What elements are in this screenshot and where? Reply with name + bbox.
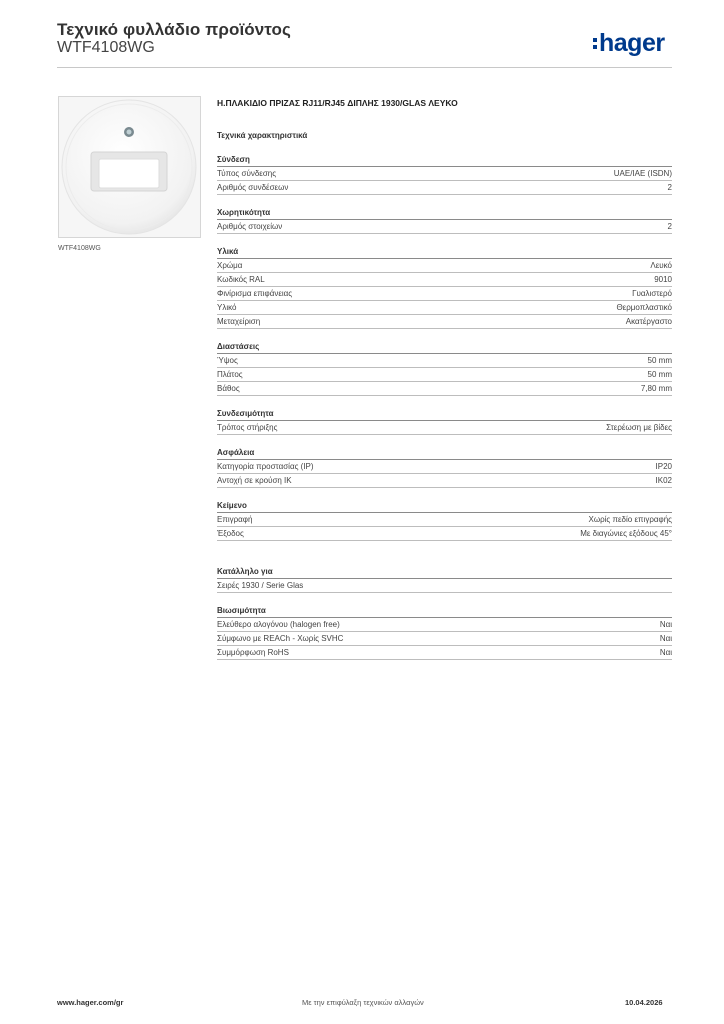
spec-section [217, 206, 672, 234]
spec-value: Ναι [659, 634, 672, 643]
product-name: Η.ΠΛΑΚΙΔΙΟ ΠΡΙΖΑΣ RJ11/RJ45 ΔΙΠΛΗΣ 1930/GLAS ΛΕΥΚΟ [217, 98, 458, 108]
spec-label: Αριθμός συνδέσεων [217, 183, 289, 192]
footer-website[interactable]: www.hager.com/gr [57, 998, 124, 1007]
spec-value: UAE/IAE (ISDN) [613, 169, 672, 178]
spec-value: IP20 [655, 462, 672, 471]
spec-label: Βάθος [217, 384, 240, 393]
tech-heading: Τεχνικά χαρακτηριστικά [217, 131, 308, 140]
spec-value: Γυαλιστερό [632, 289, 672, 298]
spec-label: Τύπος σύνδεσης [217, 169, 277, 178]
section-title: Συνδεσιμότητα [217, 407, 672, 421]
image-caption: WTF4108WG [58, 245, 101, 252]
spec-label: Μεταχείριση [217, 317, 261, 326]
spec-value: Ακατέργαστο [625, 317, 672, 326]
spec-row [217, 460, 672, 474]
spec-row [217, 181, 672, 195]
spec-value: IK02 [655, 476, 672, 485]
spec-value: 50 mm [647, 356, 672, 365]
spec-row [217, 618, 672, 632]
spec-label: Φινίρισμα επιφάνειας [217, 289, 293, 298]
spec-row [217, 167, 672, 181]
section-title: Χωρητικότητα [217, 206, 672, 220]
product-code: WTF4108WG [57, 39, 155, 56]
spec-row [217, 287, 672, 301]
spec-label: Κατηγορία προστασίας (IP) [217, 462, 314, 471]
spec-row [217, 354, 672, 368]
spec-value: Θερμοπλαστικό [616, 303, 672, 312]
spec-label: Ύψος [217, 356, 238, 365]
spec-row [217, 315, 672, 329]
spec-value: 9010 [654, 275, 672, 284]
section-title: Κείμενο [217, 499, 672, 513]
footer-notice: Με την επιφύλαξη τεχνικών αλλαγών [302, 998, 424, 1007]
spec-section [217, 499, 672, 541]
spec-label: Κωδικός RAL [217, 275, 265, 284]
spec-label: Πλάτος [217, 370, 243, 379]
spec-label: Ελεύθερο αλογόνου (halogen free) [217, 620, 340, 629]
spec-section [217, 565, 672, 593]
hager-logo [593, 30, 665, 56]
spec-row [217, 513, 672, 527]
spec-section [217, 407, 672, 435]
spec-label: Επιγραφή [217, 515, 253, 524]
spec-row [217, 368, 672, 382]
spec-value: 2 [667, 183, 672, 192]
spec-row [217, 382, 672, 396]
header-divider [57, 67, 672, 68]
section-title: Κατάλληλο για [217, 565, 672, 579]
spec-section [217, 446, 672, 488]
spec-label: Υλικό [217, 303, 237, 312]
product-image [58, 96, 201, 238]
spec-value: 2 [667, 222, 672, 231]
spec-label: Αντοχή σε κρούση IK [217, 476, 292, 485]
spec-value: 50 mm [647, 370, 672, 379]
spec-content [217, 96, 672, 660]
footer-date: 10.04.2026 [625, 998, 663, 1007]
logo-colon-icon [593, 38, 597, 49]
spec-value: Χωρίς πεδίο επιγραφής [588, 515, 672, 524]
spec-label: Σειρές 1930 / Serie Glas [217, 581, 304, 590]
spec-row [217, 632, 672, 646]
spec-section [217, 245, 672, 329]
spec-row [217, 421, 672, 435]
spec-row [217, 474, 672, 488]
spec-row [217, 220, 672, 234]
spec-row [217, 273, 672, 287]
spec-row [217, 646, 672, 660]
section-title: Ασφάλεια [217, 446, 672, 460]
wall-plate-icon [59, 97, 200, 237]
spec-row [217, 301, 672, 315]
spec-section [217, 153, 672, 195]
section-title: Υλικά [217, 245, 672, 259]
spec-label: Αριθμός στοιχείων [217, 222, 283, 231]
spec-row [217, 259, 672, 273]
spec-label: Συμμόρφωση RoHS [217, 648, 289, 657]
spec-value: Ναι [659, 648, 672, 657]
spec-label: Χρώμα [217, 261, 243, 270]
section-title: Βιωσιμότητα [217, 604, 672, 618]
spec-row [217, 579, 672, 593]
spec-label: Τρόπος στήριξης [217, 423, 278, 432]
section-title: Διαστάσεις [217, 340, 672, 354]
spec-value: 7,80 mm [640, 384, 672, 393]
section-title: Σύνδεση [217, 153, 672, 167]
spec-section [217, 340, 672, 396]
logo-text: hager [599, 29, 665, 57]
spec-label: Σύμφωνο με REACh - Χωρίς SVHC [217, 634, 344, 643]
spec-value: Λευκό [650, 261, 672, 270]
spec-label: Έξοδος [217, 529, 244, 538]
spec-sections [217, 153, 672, 660]
spec-value: Με διαγώνιες εξόδους 45° [580, 529, 672, 538]
spec-value: Στερέωση με βίδες [606, 423, 672, 432]
spec-section [217, 604, 672, 660]
spec-row [217, 527, 672, 541]
spec-value: Ναι [659, 620, 672, 629]
page-title: Τεχνικό φυλλάδιο προϊόντος [57, 20, 291, 39]
